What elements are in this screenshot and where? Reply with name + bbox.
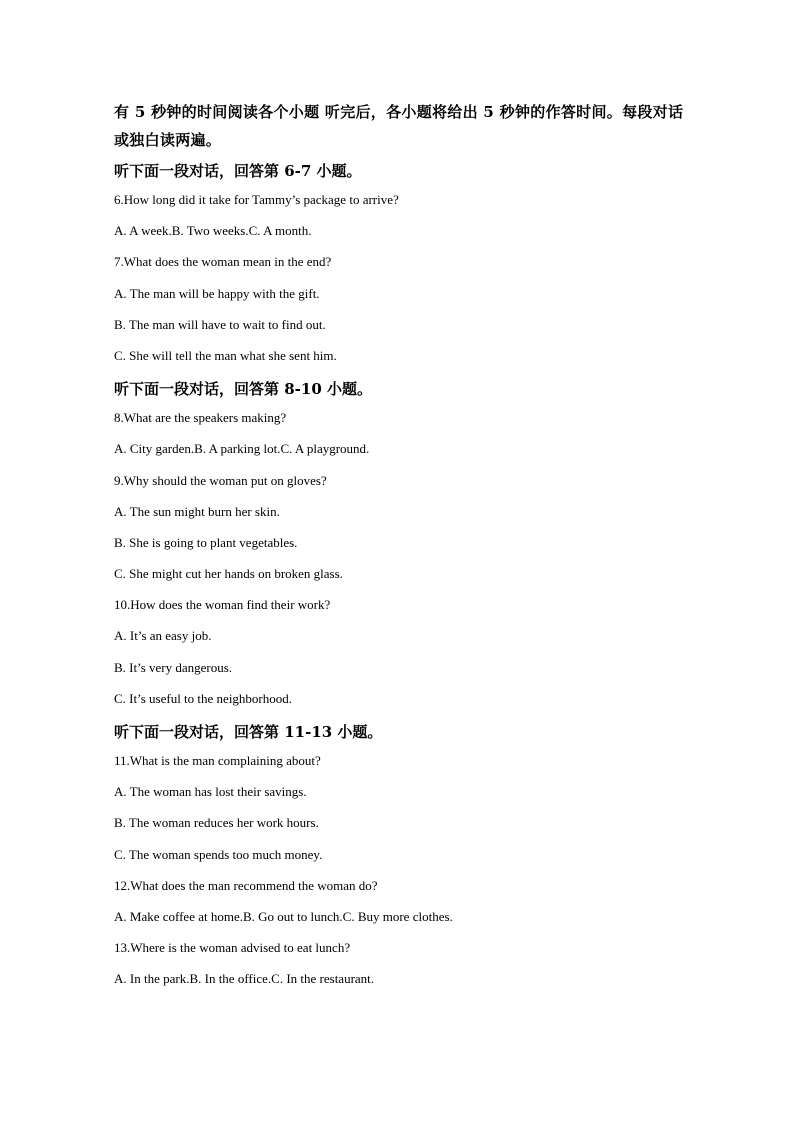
option-7c: C. She will tell the man what she sent him. [114, 347, 337, 363]
section-11-13 [114, 721, 684, 1002]
option-10c: C. It’s useful to the neighborhood. [114, 690, 293, 706]
option-10b: B. It’s very dangerous. [114, 659, 233, 675]
question-12: 12.What does the man recommend the woman do? [114, 877, 378, 893]
listening-instructions: 有 5 秒钟的时间阅读各个小题 听完后，各小题将给出 5 秒钟的作答时间。每段对话或独白读两遍。 [114, 103, 684, 149]
question-7: 7.What does the woman mean in the end? [114, 254, 332, 270]
question-10: 10.How does the woman find their work? [114, 597, 331, 613]
option-9c: C. She might cut her hands on broken glass. [114, 566, 343, 582]
document-page [114, 98, 684, 1002]
options-6: A. A week.B. Two weeks.C. A month. [114, 223, 312, 239]
option-7a: A. The man will be happy with the gift. [114, 285, 320, 301]
question-8: 8.What are the speakers making? [114, 410, 287, 426]
option-11c: C. The woman spends too much money. [114, 846, 323, 862]
option-10a: A. It’s an easy job. [114, 628, 212, 644]
section-heading: 听下面一段对话，回答第 6-7 小题。 [114, 162, 362, 180]
options-8: A. City garden.B. A parking lot.C. A playground. [114, 441, 370, 457]
options-13: A. In the park.B. In the office.C. In the restaurant. [114, 971, 375, 987]
option-9b: B. She is going to plant vegetables. [114, 534, 298, 550]
option-11a: A. The woman has lost their savings. [114, 784, 307, 800]
option-9a: A. The sun might burn her skin. [114, 503, 280, 519]
question-13: 13.Where is the woman advised to eat lunch? [114, 940, 351, 956]
option-11b: B. The woman reduces her work hours. [114, 815, 319, 831]
option-7b: B. The man will have to wait to find out. [114, 316, 326, 332]
section-6-7 [114, 160, 684, 378]
question-11: 11.What is the man complaining about? [114, 753, 321, 768]
question-9: 9.Why should the woman put on gloves? [114, 472, 327, 488]
section-heading: 听下面一段对话，回答第 8-10 小题。 [114, 380, 372, 399]
question-6: 6.How long did it take for Tammy’s package to arrive? [114, 192, 399, 207]
section-8-10 [114, 378, 684, 721]
section-heading: 听下面一段对话，回答第 11-13 小题。 [114, 723, 383, 741]
options-12: A. Make coffee at home.B. Go out to lunch.C. Buy more clothes. [114, 908, 453, 924]
